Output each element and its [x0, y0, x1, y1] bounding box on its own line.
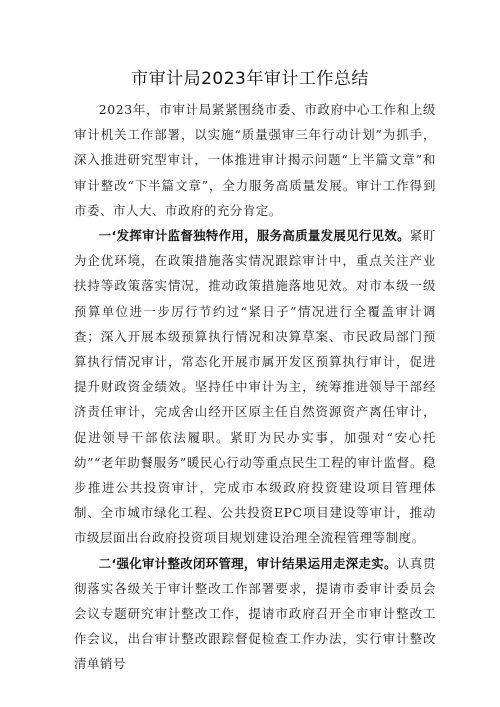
section-1-paragraph [74, 223, 436, 551]
document-body [74, 97, 436, 677]
section-2-heading: 二‘强化审计整改闭环管理，审计结果运用走深走实。 [98, 555, 397, 571]
document-title: 市审计局2023年审计工作总结 [131, 69, 369, 89]
section-2-text: 认真贯彻落实各级关于审计整改工作部署要求，提请市委审计委员会会议专题研究审计整改工作，提请市政府召开全市审计整改工作会议，出台审计整改跟踪督促检查工作办法，实行审计整改清单销号 [74, 555, 436, 672]
section-1-text: 紧盯为企优环境，在政策措施落实情况跟踪审计中，重点关注产业扶持等政策落实情况，推动政策措施落地见效。对市本级一级预算单位进一步厉行节约过“紧日子”情况进行全覆盖审计调查；深入开展本级预算执行情况和决算草案、市民政局部门预算执行情况审计，常态化开展市属开发区预算执行审计，促进提升财政资金绩效。坚持任中审计为主，统筹推进领导干部经济责任审计，完成舍山经开区原主任自然资源资产离任审计，促进领导干部依法履职。紧盯为民办实事，加强对“安心托幼”“老年助餐服务”暖民心行动等重点民生工程的审计监督。稳步推进公共投资审计，完成市本级政府投资建设项目管理体制、全市城市绿化工程、公共投资EPC项目建设等审计，推动市级层面出台政府投资项目规划建设治理全流程管理等制度。 [74, 228, 436, 546]
intro-paragraph: 2023年，市审计局紧紧围绕市委、市政府中心工作和上级审计机关工作部署，以实施“质量强审三年行动计划”为抓手，深入推进研究型审计，一体推进审计揭示问题“上半篇文章”和审计整改“下半篇文章”，全力服务高质量发展。审计工作得到市委、市人大、市政府的充分肯定。 [74, 102, 436, 218]
section-1-heading: 一‘发挥审计监督独特作用，服务高质量发展见行见效。 [98, 228, 410, 244]
section-2-paragraph [74, 551, 436, 677]
